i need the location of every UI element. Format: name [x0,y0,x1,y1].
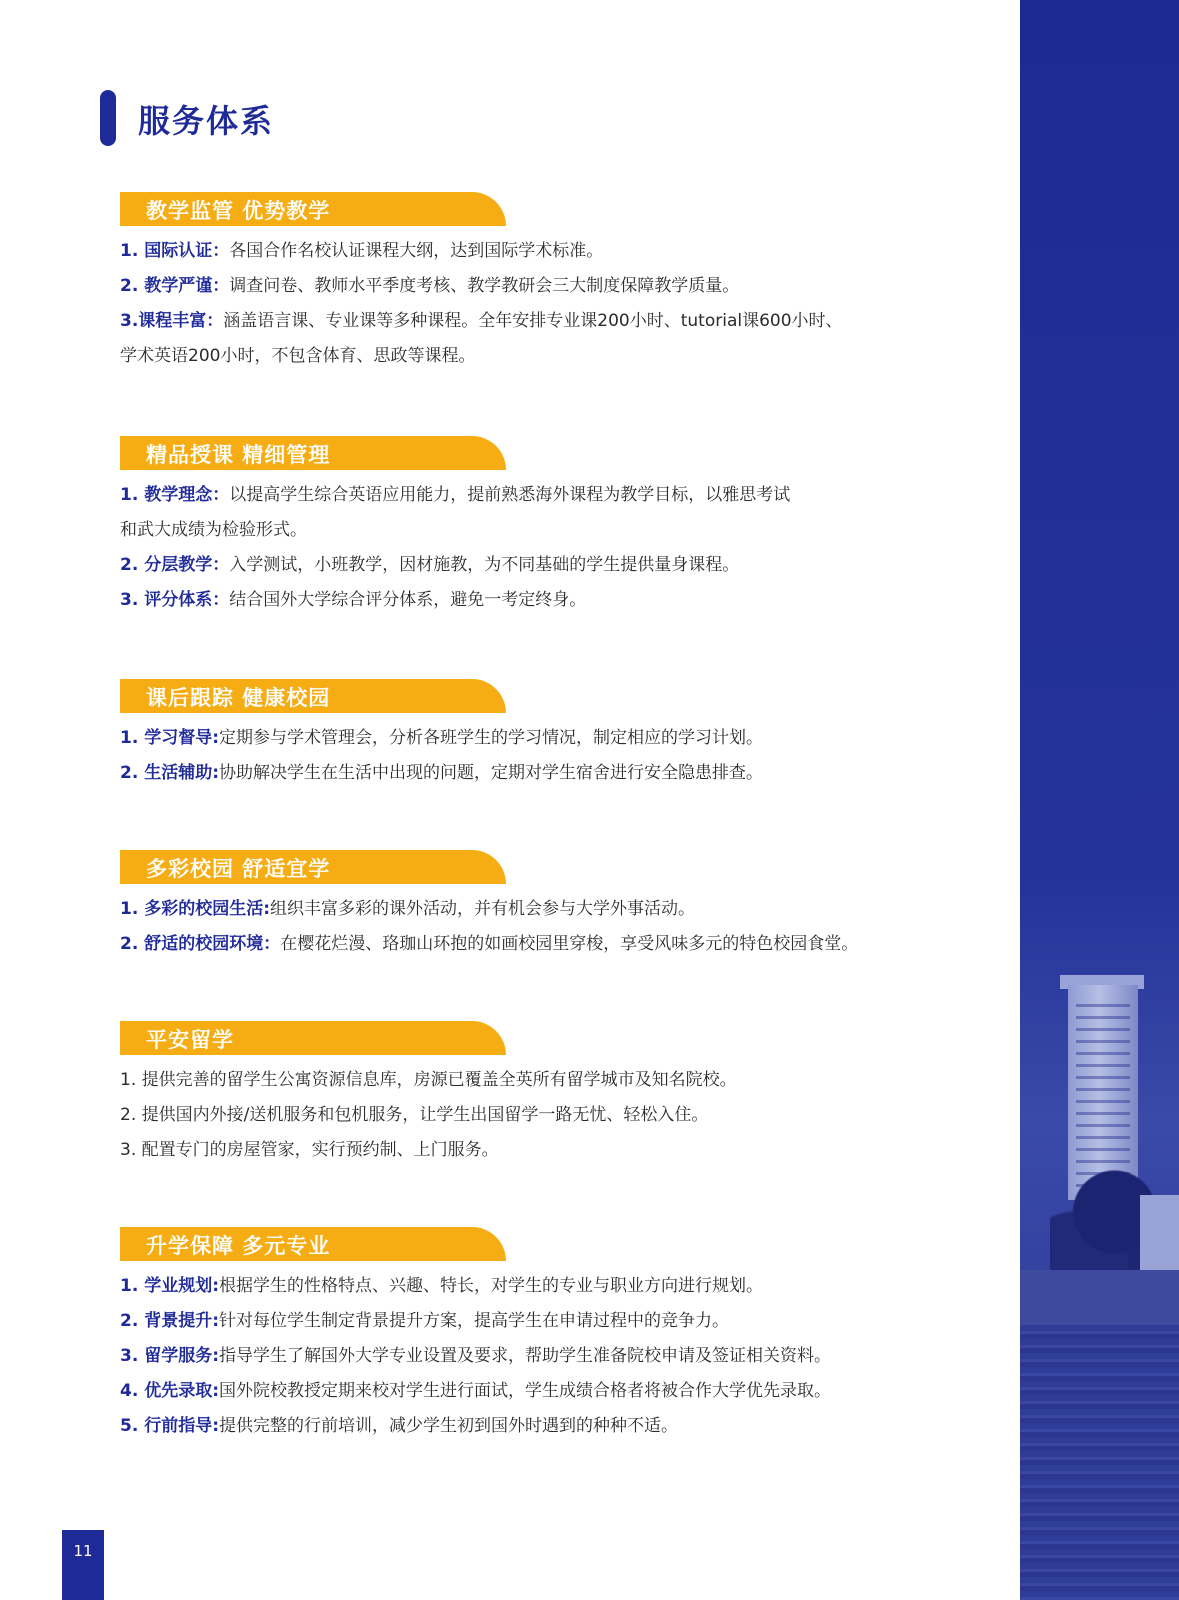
list-item [120,304,1020,339]
item-key: 2. 教学严谨 [120,276,213,296]
item-key: 1. 国际认证 [120,241,213,261]
item-sep: ： [212,590,230,610]
item-sep: ： [212,555,230,575]
section-heading [120,1021,506,1055]
item-text: 指导学生了解国外大学专业设置及要求，帮助学生准备院校申请及签证相关资料。 [219,1346,832,1366]
section-heading [120,192,506,226]
section-campus-life [120,850,1020,962]
item-key: 3. 评分体系 [120,590,213,610]
section-heading-label: 升学保障 多元专业 [146,1234,331,1258]
section-heading-label: 课后跟踪 健康校园 [146,686,331,710]
item-sep: : [212,1311,220,1331]
item-sep: : [212,728,220,748]
item-sep: ： [212,485,230,505]
list-item [120,756,1020,791]
item-text: 根据学生的性格特点、兴趣、特长，对学生的专业与职业方向进行规划。 [219,1276,764,1296]
item-sep: ： [212,276,230,296]
page-number-box [62,1530,104,1600]
item-key: 1. 教学理念 [120,485,213,505]
list-item [120,1304,1020,1339]
title-accent-bar [100,90,116,146]
section-heading [120,679,506,713]
item-text: 以提高学生综合英语应用能力，提前熟悉海外课程为教学目标，以雅思考试 [229,485,791,505]
item-key: 3.课程丰富 [120,311,207,331]
item-text: 各国合作名校认证课程大纲，达到国际学术标准。 [229,241,604,261]
side-photo-band [1020,0,1179,1600]
item-key: 2. 生活辅助 [120,763,213,783]
section-heading-label: 平安留学 [146,1028,234,1052]
item-key: 2. 分层教学 [120,555,213,575]
item-sep: : [212,1381,220,1401]
shore-image [1020,1270,1179,1330]
item-text: 结合国外大学综合评分体系，避免一考定终身。 [229,590,587,610]
item-key: 3. 留学服务 [120,1346,213,1366]
section-quality-teaching [120,436,1020,618]
section-heading [120,850,506,884]
item-text: 入学测试，小班教学，因材施教，为不同基础的学生提供量身课程。 [229,555,740,575]
section-heading-label: 精品授课 精细管理 [146,443,331,467]
list-item [120,548,1020,583]
item-text: 组织丰富多彩的课外活动，并有机会参与大学外事活动。 [270,899,696,919]
item-text: 在樱花烂漫、珞珈山环抱的如画校园里穿梭，享受风味多元的特色校园食堂。 [280,934,859,954]
list-item [120,721,1020,756]
list-item [120,1409,1020,1444]
list-item [120,892,1020,927]
item-sep: ： [263,934,281,954]
section-further-study [120,1227,1020,1444]
item-key: 1. 多彩的校园生活 [120,899,264,919]
item-key: 1. 学习督导 [120,728,213,748]
section-heading [120,1227,506,1261]
section-heading-label: 多彩校园 舒适宜学 [146,857,331,881]
page-title: 服务体系 [138,102,275,140]
item-text: 调查问卷、教师水平季度考核、教学教研会三大制度保障教学质量。 [229,276,740,296]
list-item [120,1269,1020,1304]
item-key: 2. 舒适的校园环境 [120,934,264,954]
item-sep: : [212,763,220,783]
water-image [1020,1325,1179,1600]
list-item [120,1339,1020,1374]
item-key: 1. 学业规划 [120,1276,213,1296]
page-number: 11 [73,1542,93,1560]
list-item: 1. 提供完善的留学生公寓资源信息库，房源已覆盖全英所有留学城市及知名院校。 [120,1070,737,1090]
item-sep: ： [212,241,230,261]
item-text: 协助解决学生在生活中出现的问题，定期对学生宿舍进行安全隐患排查。 [219,763,764,783]
item-text: 针对每位学生制定背景提升方案，提高学生在申请过程中的竞争力。 [219,1311,730,1331]
section-teaching-supervision [120,192,1020,374]
list-item [120,234,1020,269]
item-text: 定期参与学术管理会，分析各班学生的学习情况，制定相应的学习计划。 [219,728,764,748]
item-text: 提供完整的行前培训，减少学生初到国外时遇到的种种不适。 [219,1416,679,1436]
list-item: 3. 配置专门的房屋管家，实行预约制、上门服务。 [120,1140,499,1160]
item-key: 4. 优先录取 [120,1381,213,1401]
list-item [120,1374,1020,1409]
section-heading-label: 教学监管 优势教学 [146,199,331,223]
list-item [120,583,1020,618]
item-text: 国外院校教授定期来校对学生进行面试，学生成绩合格者将被合作大学优先录取。 [219,1381,832,1401]
building-image-2 [1140,1195,1179,1275]
section-after-class [120,679,1020,791]
item-sep: ： [206,311,224,331]
item-key: 2. 背景提升 [120,1311,213,1331]
item-text: 涵盖语言课、专业课等多种课程。全年安排专业课200小时、tutorial课600小时、 [223,311,843,331]
list-item [120,927,1020,962]
list-item-continuation: 学术英语200小时，不包含体育、思政等课程。 [120,346,476,366]
item-sep: : [212,1416,220,1436]
item-sep: : [212,1276,220,1296]
list-item [120,269,1020,304]
list-item [120,478,1020,513]
list-item-continuation: 和武大成绩为检验形式。 [120,520,307,540]
section-heading [120,436,506,470]
list-item: 2. 提供国内外接/送机服务和包机服务，让学生出国留学一路无忧、轻松入住。 [120,1105,709,1125]
item-sep: : [212,1346,220,1366]
item-key: 5. 行前指导 [120,1416,213,1436]
section-safe-study [120,1021,1020,1168]
item-sep: : [263,899,271,919]
